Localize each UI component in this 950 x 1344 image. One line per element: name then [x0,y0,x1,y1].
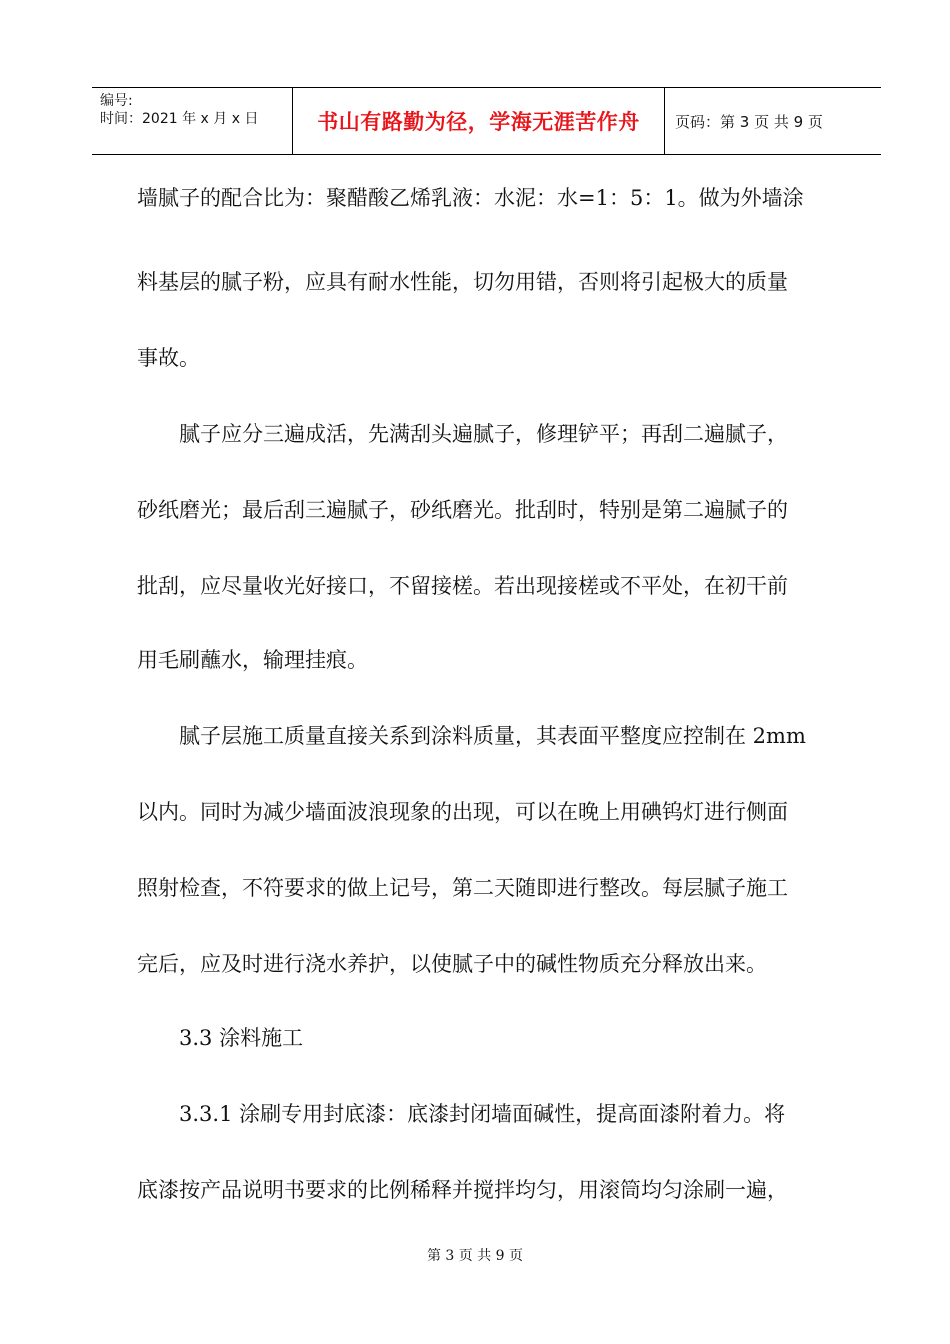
header-motto: 书山有路勤为径，学海无涯苦作舟 [317,110,640,134]
header-page-cell [665,88,881,154]
document-number-label: 编号: [100,93,133,109]
section-heading: 3.3 涂料施工 [179,1026,304,1050]
body-line: 批刮，应尽量收光好接口，不留接槎。若出现接槎或不平处，在初干前 [137,574,788,598]
header-page-label: 页码：第 3 页 共 9 页 [675,112,823,131]
body-line: 照射检查，不符要求的做上记号，第二天随即进行整改。每层腻子施工 [137,876,788,900]
document-time-label: 时间：2021 年 x 月 x 日 [100,111,259,127]
body-line: 3.3.1 涂刷专用封底漆：底漆封闭墙面碱性，提高面漆附着力。将 [179,1102,786,1126]
body-line: 事故。 [137,346,200,370]
body-line: 砂纸磨光；最后刮三遍腻子，砂纸磨光。批刮时，特别是第二遍腻子的 [137,498,788,522]
body-line: 墙腻子的配合比为：聚醋酸乙烯乳液：水泥：水=1：5：1。做为外墙涂 [137,186,804,210]
document-header [92,87,881,155]
body-line: 以内。同时为减少墙面波浪现象的出现，可以在晚上用碘钨灯进行侧面 [137,800,788,824]
body-line: 底漆按产品说明书要求的比例稀释并搅拌均匀，用滚筒均匀涂刷一遍， [137,1178,788,1202]
body-line: 腻子应分三遍成活，先满刮头遍腻子，修理铲平；再刮二遍腻子， [179,422,788,446]
body-line: 腻子层施工质量直接关系到涂料质量，其表面平整度应控制在 2mm [179,724,806,748]
body-line: 用毛刷蘸水，输理挂痕。 [137,648,368,672]
header-meta-cell [92,88,293,154]
page-footer: 第 3 页 共 9 页 [426,1248,524,1264]
body-line: 料基层的腻子粉，应具有耐水性能，切勿用错，否则将引起极大的质量 [137,270,788,294]
header-motto-cell [293,88,665,154]
body-line: 完后，应及时进行浇水养护，以使腻子中的碱性物质充分释放出来。 [137,952,767,976]
